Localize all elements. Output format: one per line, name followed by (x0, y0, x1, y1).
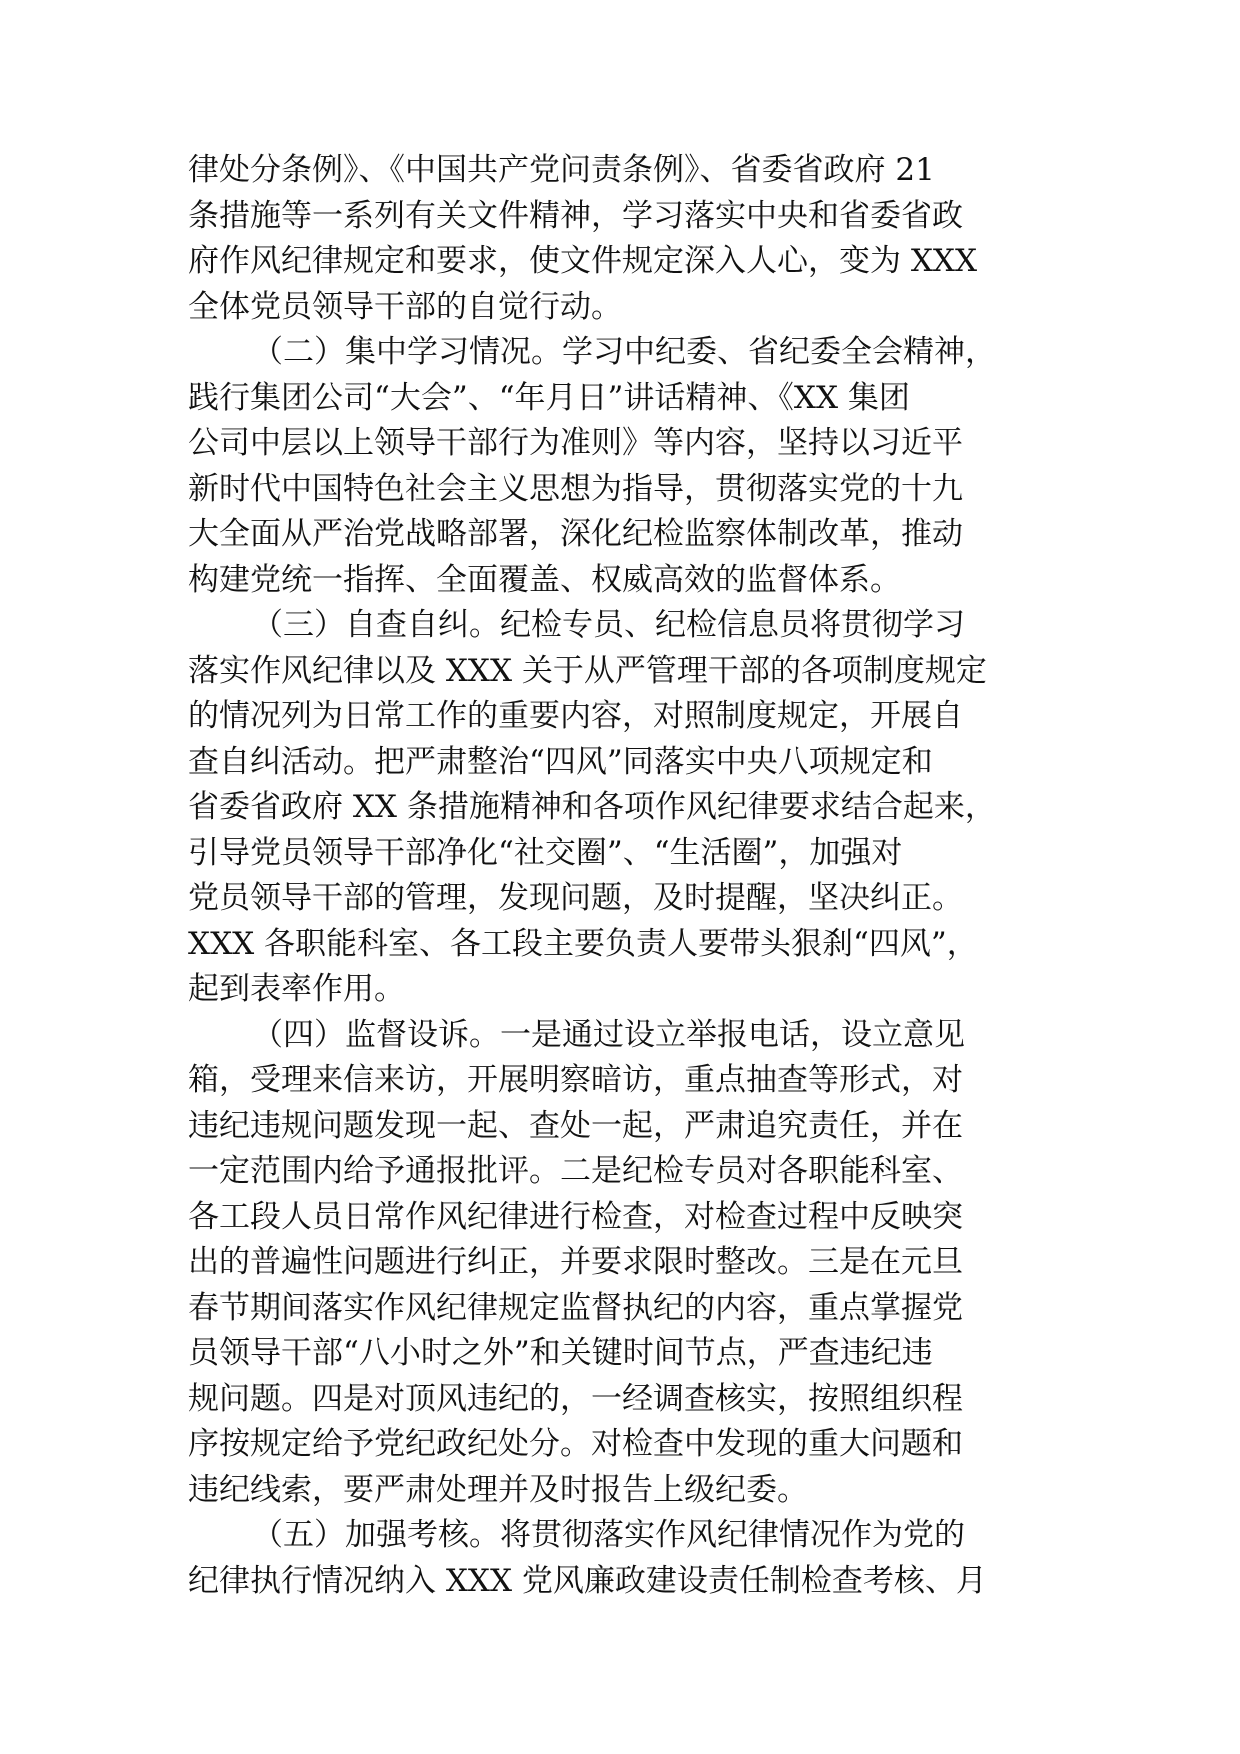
text-line: 府作风纪律规定和要求，使文件规定深入人心，变为 XXX (188, 243, 978, 279)
text-line: 员领导干部“八小时之外”和关键时间节点，严查违纪违 (188, 1335, 933, 1371)
text-line: 箱，受理来信来访，开展明察暗访，重点抽查等形式，对 (188, 1062, 963, 1098)
text-line: 查自纠活动。把严肃整治“四风”同落实中央八项规定和 (188, 743, 933, 780)
text-line: 公司中层以上领导干部行为准则》等内容，坚持以习近平 (188, 425, 963, 461)
text-line: 纪律执行情况纳入 XXX 党风廉政建设责任制检查考核、月 (188, 1562, 987, 1599)
document-body (188, 148, 1068, 1604)
text-line: 的情况列为日常工作的重要内容，对照制度规定，开展自 (188, 698, 963, 734)
text-line: （四）监督设诉。一是通过设立举报电话，设立意见 (252, 1016, 965, 1053)
text-line: 违纪线索，要严肃处理并及时报告上级纪委。 (188, 1471, 808, 1508)
text-line: 出的普遍性问题进行纠正，并要求限时整改。三是在元旦 (188, 1244, 963, 1280)
text-line: 一定范围内给予通报批评。二是纪检专员对各职能科室、 (188, 1153, 963, 1189)
text-line: 党员领导干部的管理，发现问题，及时提醒，坚决纠正。 (188, 880, 963, 916)
text-line: 构建党统一指挥、全面覆盖、权威高效的监督体系。 (188, 561, 901, 598)
text-line: 全体党员领导干部的自觉行动。 (188, 288, 622, 325)
text-line: 各工段人员日常作风纪律进行检查，对检查过程中反映突 (188, 1198, 963, 1235)
text-line: （五）加强考核。将贯彻落实作风纪律情况作为党的 (252, 1517, 965, 1553)
text-line: 省委省政府 XX 条措施精神和各项作风纪律要求结合起来， (188, 789, 996, 825)
text-line: 规问题。四是对顶风违纪的，一经调查核实，按照组织程 (188, 1380, 963, 1417)
text-line: 违纪违规问题发现一起、查处一起，严肃追究责任，并在 (188, 1107, 963, 1144)
text-line: 条措施等一系列有关文件精神，学习落实中央和省委省政 (188, 197, 963, 234)
text-line: 大全面从严治党战略部署，深化纪检监察体制改革，推动 (188, 516, 963, 552)
text-line: 春节期间落实作风纪律规定监督执纪的内容，重点掌握党 (188, 1289, 963, 1326)
text-line: 律处分条例》、《中国共产党问责条例》、省委省政府 21 (188, 152, 935, 188)
text-line: 引导党员领导干部净化“社交圈”、“生活圈”，加强对 (188, 834, 903, 871)
text-line: 序按规定给予党纪政纪处分。对检查中发现的重大问题和 (188, 1426, 963, 1462)
text-line: 落实作风纪律以及 XXX 关于从严管理干部的各项制度规定 (188, 652, 987, 689)
text-line: 新时代中国特色社会主义思想为指导，贯彻落实党的十九 (188, 470, 963, 507)
text-line: （三）自查自纠。纪检专员、纪检信息员将贯彻学习 (252, 607, 965, 643)
text-line: （二）集中学习情况。学习中纪委、省纪委全会精神， (252, 334, 996, 370)
text-line: 践行集团公司“大会”、“年月日”讲话精神、《XX 集团 (188, 379, 910, 416)
text-line: XXX 各职能科室、各工段主要负责人要带头狠刹“四风”， (188, 925, 978, 962)
text-line: 起到表率作用。 (188, 971, 405, 1007)
